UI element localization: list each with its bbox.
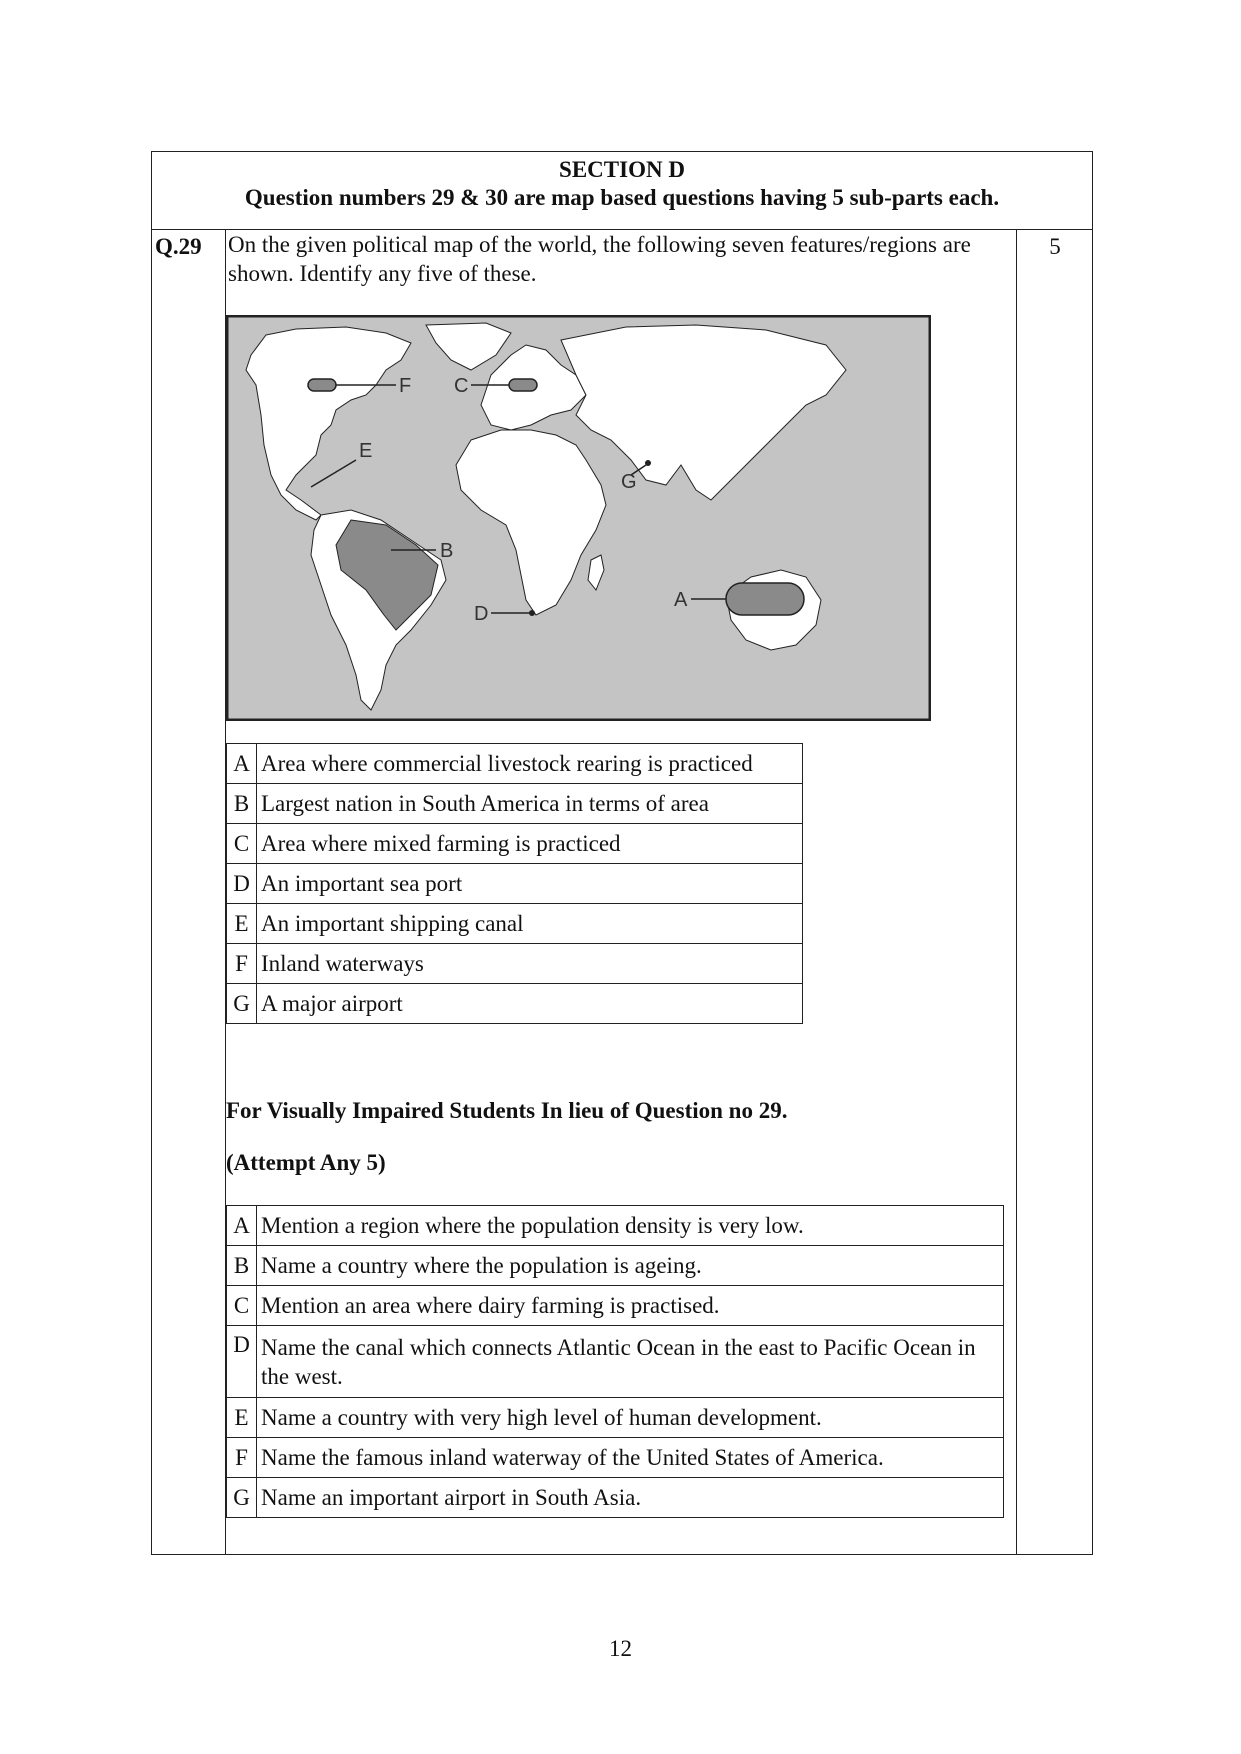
port-point-d (529, 610, 535, 616)
feature-text: Inland waterways (257, 944, 803, 984)
section-subtitle: Question numbers 29 & 30 are map based questions having 5 sub-parts each. (244, 185, 1000, 210)
feature-text: A major airport (257, 984, 803, 1024)
feature-letter: A (227, 744, 257, 784)
vi-letter: F (227, 1438, 257, 1478)
feature-letter: D (227, 864, 257, 904)
airport-point-g (645, 460, 651, 466)
table-row (227, 864, 803, 904)
map-label-b: B (440, 540, 454, 562)
question-marks: 5 (1049, 234, 1061, 259)
world-map (226, 315, 931, 721)
table-row (227, 904, 803, 944)
feature-text: An important sea port (257, 864, 803, 904)
vi-text: Name a country where the population is ageing. (257, 1246, 1004, 1286)
feature-letter: F (227, 944, 257, 984)
vi-text: Name a country with very high level of human development. (257, 1398, 1004, 1438)
features-table (226, 743, 803, 1024)
question-number: Q.29 (155, 234, 202, 259)
vi-text: Name the canal which connects Atlantic Ocean in the east to Pacific Ocean in the west. (257, 1326, 1004, 1398)
vi-text: Mention a region where the population density is very low. (257, 1206, 1004, 1246)
table-row (227, 784, 803, 824)
vi-instruction: (Attempt Any 5) (226, 1150, 386, 1175)
vi-letter: A (227, 1206, 257, 1246)
table-row (227, 824, 803, 864)
vi-heading: For Visually Impaired Students In lieu of Question no 29. (226, 1098, 788, 1123)
table-row (227, 1398, 1004, 1438)
table-row (227, 1206, 1004, 1246)
feature-letter: B (227, 784, 257, 824)
feature-letter: C (227, 824, 257, 864)
table-row (227, 944, 803, 984)
table-row (227, 744, 803, 784)
vi-letter: G (227, 1478, 257, 1518)
table-row (227, 1246, 1004, 1286)
livestock-region-oval (726, 583, 804, 615)
inland-waterway-oval (308, 379, 336, 391)
section-header (152, 152, 1092, 230)
page-number: 12 (609, 1636, 632, 1661)
vi-letter: D (227, 1326, 257, 1398)
vi-letter: C (227, 1286, 257, 1326)
mixed-farming-oval (509, 379, 537, 391)
feature-text: An important shipping canal (257, 904, 803, 944)
table-row (227, 1478, 1004, 1518)
vi-letter: B (227, 1246, 257, 1286)
vi-text: Mention an area where dairy farming is practised. (257, 1286, 1004, 1326)
map-label-a: A (674, 589, 688, 611)
map-label-f: F (399, 375, 412, 397)
table-row (227, 984, 803, 1024)
feature-text: Area where commercial livestock rearing is practiced (257, 744, 803, 784)
vi-questions-table (226, 1205, 1004, 1518)
section-title: SECTION D (559, 157, 685, 182)
vi-text: Name an important airport in South Asia. (257, 1478, 1004, 1518)
vi-text: Name the famous inland waterway of the United States of America. (257, 1438, 1004, 1478)
question-text: On the given political map of the world, the following seven features/regions are shown. Identify any five of these. (228, 232, 971, 286)
feature-letter: E (227, 904, 257, 944)
vi-letter: E (227, 1398, 257, 1438)
map-label-c: C (454, 375, 469, 397)
map-label-g: G (621, 471, 637, 493)
table-row (227, 1326, 1004, 1398)
column-divider (1016, 229, 1017, 1554)
feature-letter: G (227, 984, 257, 1024)
feature-text: Area where mixed farming is practiced (257, 824, 803, 864)
map-label-e: E (359, 440, 373, 462)
map-label-d: D (474, 603, 489, 625)
feature-text: Largest nation in South America in terms of area (257, 784, 803, 824)
table-row (227, 1286, 1004, 1326)
table-row (227, 1438, 1004, 1478)
